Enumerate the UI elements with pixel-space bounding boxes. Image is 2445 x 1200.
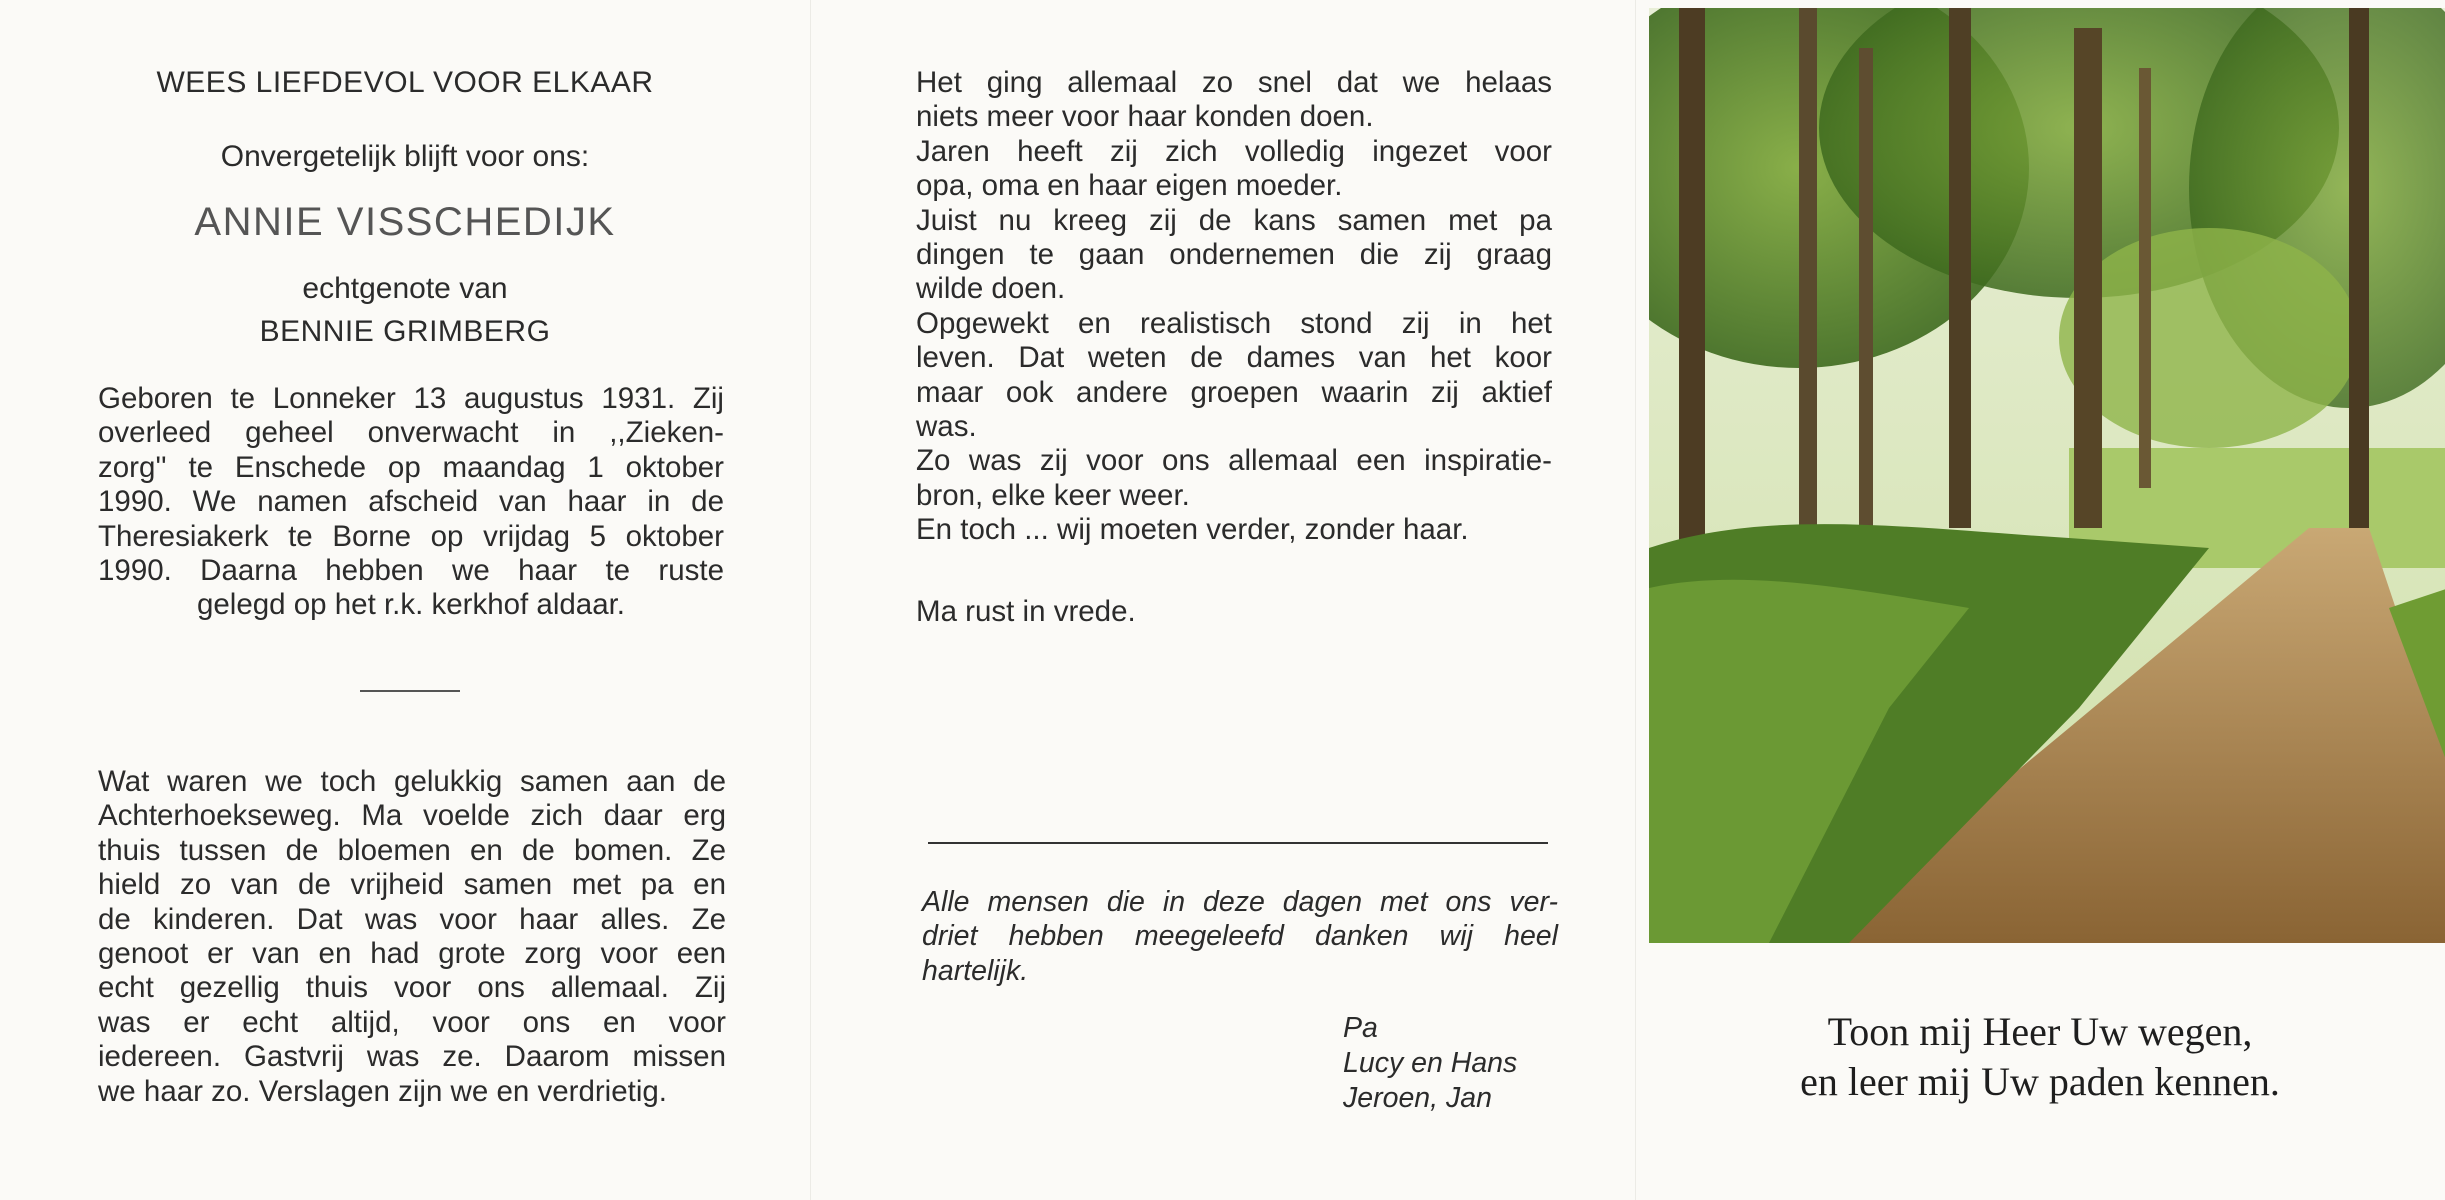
- text-line: Wat waren we toch gelukkig samen aan de: [98, 765, 726, 798]
- signature-line: Pa: [1343, 1012, 1378, 1044]
- text-line: we haar zo. Verslagen zijn we en verdrietig.: [98, 1074, 667, 1108]
- text-line: niets meer voor haar konden doen.: [916, 100, 1374, 134]
- thanks-paragraph: [922, 885, 1558, 988]
- right-panel: [1635, 0, 2445, 1200]
- text-line: de kinderen. Dat was voor haar alles. Ze: [98, 902, 726, 936]
- text-line: Juist nu kreeg zij de kans samen met pa: [916, 203, 1552, 237]
- deceased-name: ANNIE VISSCHEDIJK: [194, 200, 616, 244]
- text-line: dingen te gaan ondernemen die zij graag: [916, 238, 1552, 272]
- text-line: Zo was zij voor ons allemaal een inspiratie-: [916, 444, 1552, 478]
- text-line: iedereen. Gastvrij was ze. Daarom missen: [98, 1040, 726, 1074]
- text-line: was.: [916, 410, 977, 444]
- text-line: Achterhoekseweg. Ma voelde zich daar erg: [98, 799, 726, 833]
- text-line: overleed geheel onverwacht in ,,Zieken-: [98, 416, 724, 450]
- tribute-paragraph: [916, 66, 1552, 548]
- verse-line: Toon mij Heer Uw wegen,: [1827, 1009, 2253, 1054]
- text-line: En toch ... wij moeten verder, zonder haar.: [916, 513, 1469, 547]
- long-divider: [928, 842, 1548, 844]
- text-line: hartelijk.: [922, 954, 1029, 987]
- biography-paragraph: [98, 382, 724, 623]
- text-line: Opgewekt en realistisch stond zij in het: [916, 306, 1552, 340]
- spouse-intro: echtgenote van: [302, 272, 508, 305]
- left-panel: [0, 0, 810, 1200]
- text-line: bron, elke keer weer.: [916, 478, 1190, 512]
- signature-line: Jeroen, Jan: [1343, 1082, 1492, 1114]
- text-line: zorg'' te Enschede op maandag 1 oktober: [98, 450, 724, 484]
- text-line: Alle mensen die in deze dagen met ons ver-: [922, 886, 1558, 918]
- closing-line: Ma rust in vrede.: [916, 595, 1136, 628]
- tree-lined-path-photo: [1649, 8, 2445, 943]
- text-line: genoot er van en had grote zorg voor een: [98, 937, 726, 971]
- text-line: Geboren te Lonneker 13 augustus 1931. Zij: [98, 382, 724, 415]
- text-line: 1990. We namen afscheid van haar in de: [98, 485, 724, 519]
- middle-panel: [810, 0, 1635, 1200]
- text-line: opa, oma en haar eigen moeder.: [916, 169, 1343, 203]
- text-line: hield zo van de vrijheid samen met pa en: [98, 868, 726, 902]
- text-line: Het ging allemaal zo snel dat we helaas: [916, 66, 1552, 99]
- text-line: thuis tussen de bloemen en de bomen. Ze: [98, 833, 726, 867]
- short-divider: [360, 690, 460, 692]
- text-line: maar ook andere groepen waarin zij aktief: [916, 375, 1552, 409]
- text-line: Theresiakerk te Borne op vrijdag 5 oktober: [98, 519, 724, 553]
- text-line: gelegd op het r.k. kerkhof aldaar.: [196, 588, 626, 622]
- signature-line: Lucy en Hans: [1343, 1047, 1518, 1079]
- landscape-illustration: [1649, 8, 2445, 943]
- memories-paragraph: [98, 765, 726, 1109]
- text-line: Jaren heeft zij zich volledig ingezet voor: [916, 134, 1552, 168]
- intro-line: Onvergetelijk blijft voor ons:: [220, 140, 590, 173]
- spouse-name: BENNIE GRIMBERG: [259, 315, 551, 348]
- verse-line: en leer mij Uw paden kennen.: [1800, 1059, 2280, 1104]
- text-line: was er echt altijd, voor ons en voor: [98, 1005, 726, 1039]
- text-line: echt gezellig thuis voor ons allemaal. Zij: [98, 971, 726, 1005]
- text-line: leven. Dat weten de dames van het koor: [916, 341, 1552, 375]
- text-line: wilde doen.: [916, 272, 1066, 306]
- text-line: driet hebben meegeleefd danken wij heel: [922, 920, 1558, 953]
- text-line: 1990. Daarna hebben we haar te ruste: [98, 554, 724, 588]
- motto-heading: WEES LIEFDEVOL VOOR ELKAAR: [156, 66, 654, 99]
